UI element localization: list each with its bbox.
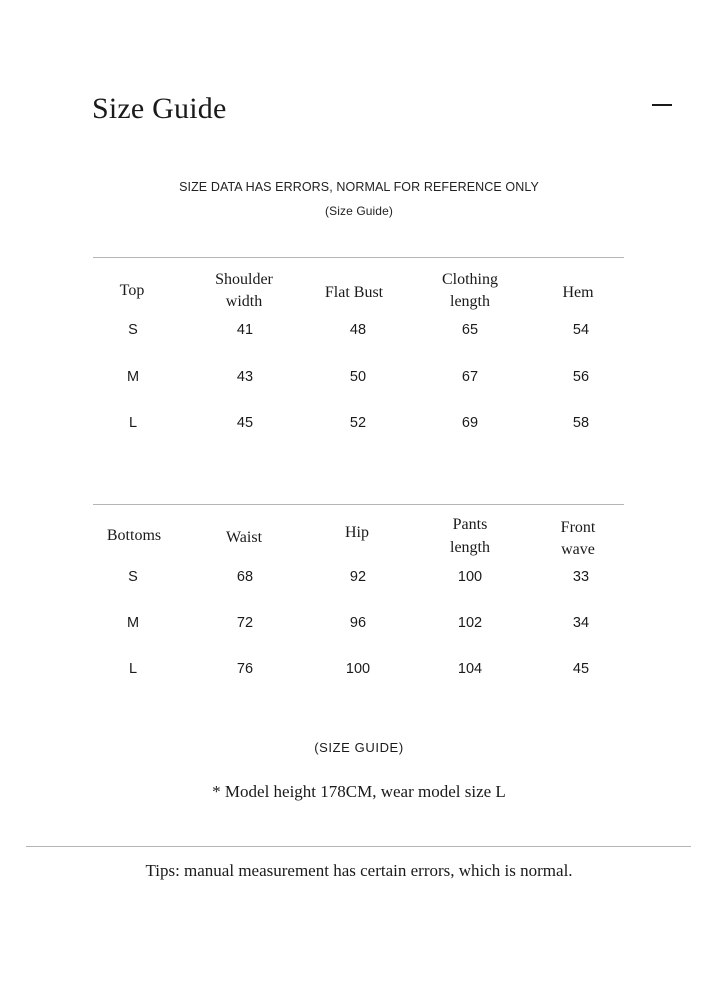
table-cell: 69 <box>461 415 479 431</box>
size-guide-caption: (SIZE GUIDE) <box>314 740 404 755</box>
header-label: Shoulder <box>215 271 273 288</box>
table-cell: S <box>128 322 138 338</box>
table-cell: 104 <box>457 661 483 677</box>
minus-icon[interactable] <box>652 104 672 106</box>
table-cell: 96 <box>349 615 367 631</box>
page-title: Size Guide <box>92 92 227 125</box>
table-cell: 41 <box>236 322 254 338</box>
column-header <box>107 525 161 547</box>
table-cell: 100 <box>345 661 371 677</box>
table-cell: 50 <box>349 369 367 385</box>
table-cell: 58 <box>572 415 590 431</box>
table-cell: 67 <box>461 369 479 385</box>
table-cell: 45 <box>572 661 590 677</box>
table-cell: 48 <box>349 322 367 338</box>
header-label: Flat Bust <box>324 284 384 301</box>
header-label: Hem <box>562 284 594 301</box>
table-cell: 54 <box>572 322 590 338</box>
column-header <box>442 269 498 313</box>
top-table-divider <box>93 257 624 258</box>
table-cell: 76 <box>236 661 254 677</box>
table-cell: 45 <box>236 415 254 431</box>
table-cell: 33 <box>572 569 590 585</box>
column-header <box>562 282 593 304</box>
column-header <box>215 269 273 313</box>
table-cell: 56 <box>572 369 590 385</box>
column-header <box>450 513 490 559</box>
header-label: wave <box>561 541 595 558</box>
table-cell: 102 <box>457 615 483 631</box>
column-header <box>325 282 383 304</box>
notice-sub: (Size Guide) <box>325 204 393 218</box>
table-cell: M <box>126 615 140 631</box>
column-header <box>120 280 145 302</box>
header-label: length <box>450 539 490 556</box>
table-cell: 68 <box>236 569 254 585</box>
table-cell: 34 <box>572 615 590 631</box>
table-cell: L <box>128 415 138 431</box>
table-cell: 52 <box>349 415 367 431</box>
table-cell: 100 <box>457 569 483 585</box>
notice-main: SIZE DATA HAS ERRORS, NORMAL FOR REFERENCE ONLY <box>179 180 539 194</box>
column-header <box>561 517 596 561</box>
table-cell: 43 <box>236 369 254 385</box>
model-note: * Model height 178CM, wear model size L <box>212 782 506 801</box>
column-header <box>226 527 262 549</box>
table-cell: 72 <box>236 615 254 631</box>
header-label: Clothing <box>441 271 499 288</box>
header-label: length <box>449 293 490 310</box>
column-header <box>345 522 369 544</box>
header-label: Top <box>119 282 145 299</box>
header-label: width <box>225 293 263 310</box>
header-label: Hip <box>345 524 369 541</box>
header-label: Pants <box>452 516 488 533</box>
header-label: Waist <box>225 529 263 546</box>
table-cell: S <box>128 569 138 585</box>
table-cell: M <box>126 369 140 385</box>
header-label: Front <box>560 519 596 536</box>
header-label: Bottoms <box>106 527 162 544</box>
footer-divider <box>26 846 691 847</box>
bottom-table-divider <box>93 504 624 505</box>
table-cell: 65 <box>461 322 479 338</box>
tips-text: Tips: manual measurement has certain errors, which is normal. <box>145 861 573 880</box>
table-cell: 92 <box>349 569 367 585</box>
table-cell: L <box>128 661 138 677</box>
